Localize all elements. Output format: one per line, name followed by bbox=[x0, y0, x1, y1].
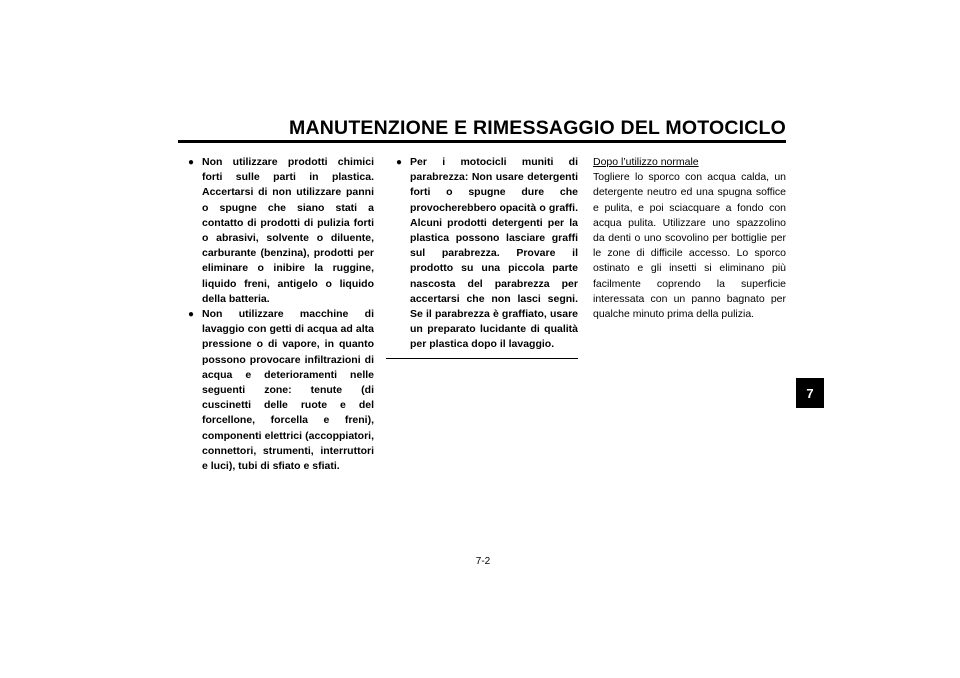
bullet-text: Non utilizzare prodotti chimici forti sulle parti in plastica. Accertarsi di non utilizzare panni o spugne che siano stati a contatto di prodotti di pulizia forti o abrasivi, solvente o diluente, carburante (benzina), prodotti per eliminare o inibire la ruggine, liquido freni, antigelo o liquido della batteria. bbox=[202, 156, 374, 305]
bullet-text: Non utilizzare macchine di lavaggio con getti di acqua ad alta pressione o di vapore, in quanto possono provocare infiltrazioni di acqua e deterioramenti nelle seguenti zone: tenute (di cuscinetti delle ruote e del forcellone, forcella e freni), componenti elettrici (accoppiatori, connettori, strumenti, interruttori e luci), tubi di sfiato e sfiati. bbox=[202, 308, 374, 473]
caution-end-rule bbox=[386, 358, 578, 360]
section-body-text: Togliere lo sporco con acqua calda, un detergente neutro ed una spugna soffice e pulita, e poi sciacquare a fondo con acqua pulita. Utilizzare uno spazzolino da denti o uno scovolino per bottiglie per le zone di difficile accesso. Lo sporco ostinato e gli insetti si eliminano più facilmente coprendo la superficie interessata con un panno bagnato per qualche minuto prima della pulizia. bbox=[593, 171, 786, 321]
right-column bbox=[593, 155, 786, 322]
section-subheading: Dopo l’utilizzo normale bbox=[593, 156, 699, 168]
left-column bbox=[188, 155, 374, 474]
bullet-icon: ● bbox=[188, 157, 195, 168]
header-rule bbox=[178, 140, 786, 143]
middle-column bbox=[396, 155, 578, 359]
page-title: MANUTENZIONE E RIMESSAGGIO DEL MOTOCICLO bbox=[289, 117, 786, 139]
chapter-tab: 7 bbox=[796, 378, 824, 408]
bullet-icon: ● bbox=[396, 157, 403, 168]
list-item bbox=[188, 155, 374, 307]
bullet-text: Per i motocicli muniti di parabrezza: Non usare detergenti forti o spugne dure che provocherebbero opacità o graffi. Alcuni prodotti detergenti per la plastica possono lasciare graffi sul parabrezza. Provare il prodotto su una piccola parte nascosta del parabrezza per accertarsi che non lasci segni. Se il parabrezza è graffiato, usare un preparato lucidante di qualità per plastica dopo il lavaggio. bbox=[410, 156, 578, 351]
page-number: 7-2 bbox=[475, 556, 491, 567]
list-item bbox=[396, 155, 578, 353]
list-item bbox=[188, 307, 374, 474]
bullet-icon: ● bbox=[188, 309, 195, 321]
